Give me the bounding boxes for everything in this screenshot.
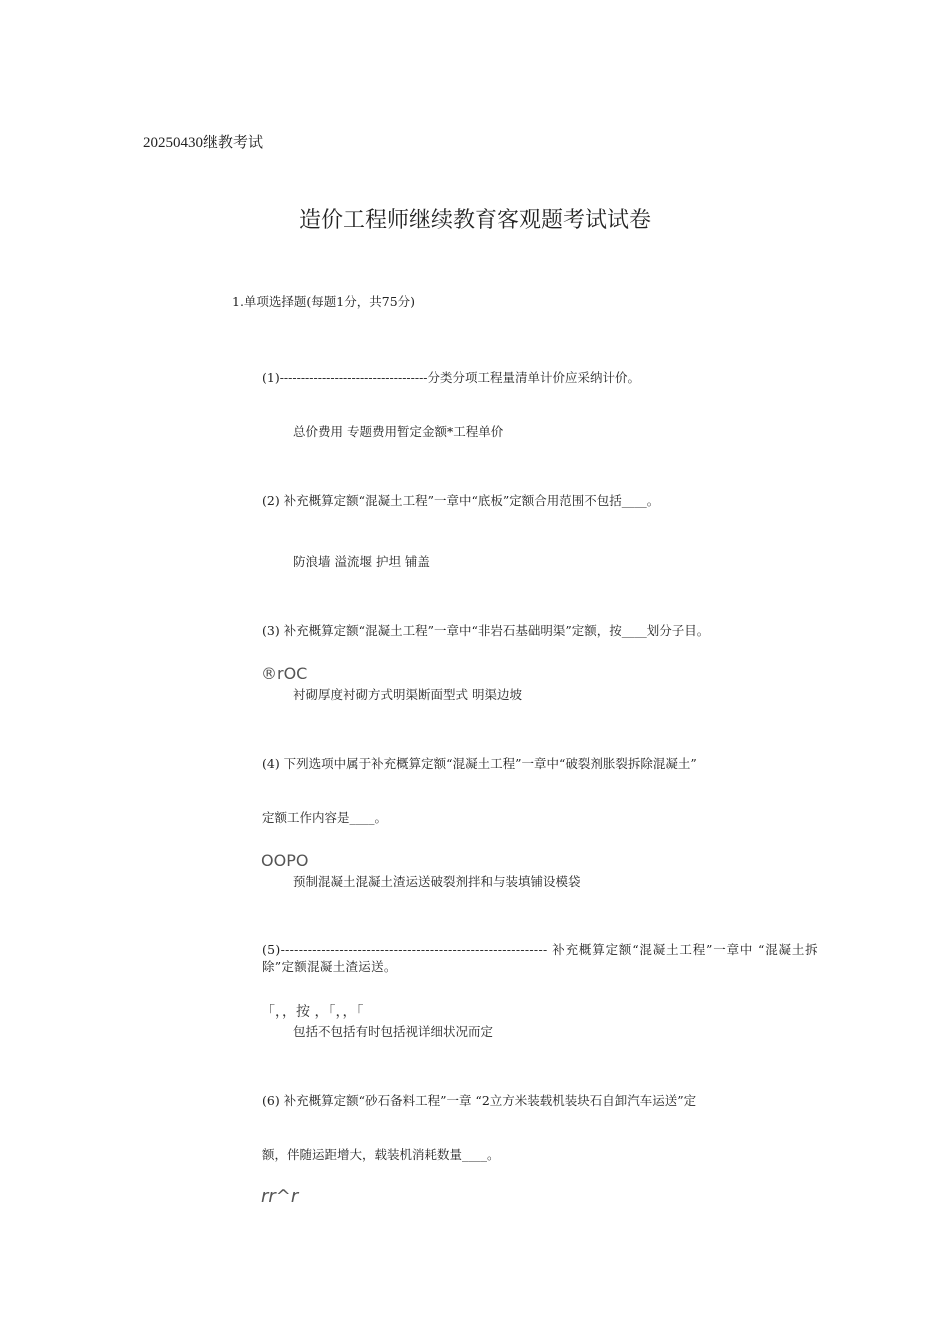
page-title: 造价工程师继续教育客观题考试试卷 (298, 208, 651, 233)
section-heading: 1.单项选择题(每题1分，共75分) (232, 294, 416, 309)
document-header: 20250430继教考试 (143, 135, 264, 151)
question-4-answer-marks: OOPO (261, 851, 309, 870)
question-5-answer-marks: 「，，按 ，「，，「 (261, 1004, 364, 1020)
question-6-stem-line-2: 额，伴随运距增大，载装机消耗数量____。 (262, 1147, 500, 1162)
question-3-answer-marks: ®rOC (261, 664, 308, 683)
question-4-stem-line-1: (4) 下列选项中属于补充概算定额“混凝土工程”一章中“破裂剂胀裂拆除混凝土” (262, 756, 697, 771)
question-5-stem: (5)----------------------------------------------------------- 补充概算定额“混凝土工程”一章中 “混凝土拆除”定额混凝土渣运送。 (262, 942, 818, 974)
question-5-options: 包括不包括有时包括视详细状况而定 (293, 1024, 494, 1039)
question-1-stem: (1)-----------------------------------分类分项工程量清单计价应采纳计价。 (262, 370, 641, 385)
question-3-options: 衬砌厚度衬砌方式明渠断面型式 明渠边坡 (293, 687, 522, 702)
question-4-options: 预制混凝土混凝土渣运送破裂剂拌和与装填铺设模袋 (293, 874, 581, 889)
question-1-options: 总价费用 专题费用暂定金额*工程单价 (293, 424, 504, 439)
question-6-answer-marks: rr^r (261, 1186, 299, 1207)
question-2-stem: (2) 补充概算定额“混凝土工程”一章中“底板”定额合用范围不包括____。 (262, 493, 660, 508)
question-2-options: 防浪墙 溢流堰 护坦 铺盖 (293, 554, 430, 569)
question-6-stem-line-1: (6) 补充概算定额“砂石备料工程”一章 “2立方米装载机装块石自卸汽车运送”定 (262, 1093, 697, 1108)
question-4-stem-line-2: 定额工作内容是____。 (262, 810, 388, 825)
question-3-stem: (3) 补充概算定额“混凝土工程”一章中“非岩石基础明渠”定额，按____划分子目。 (262, 623, 710, 638)
